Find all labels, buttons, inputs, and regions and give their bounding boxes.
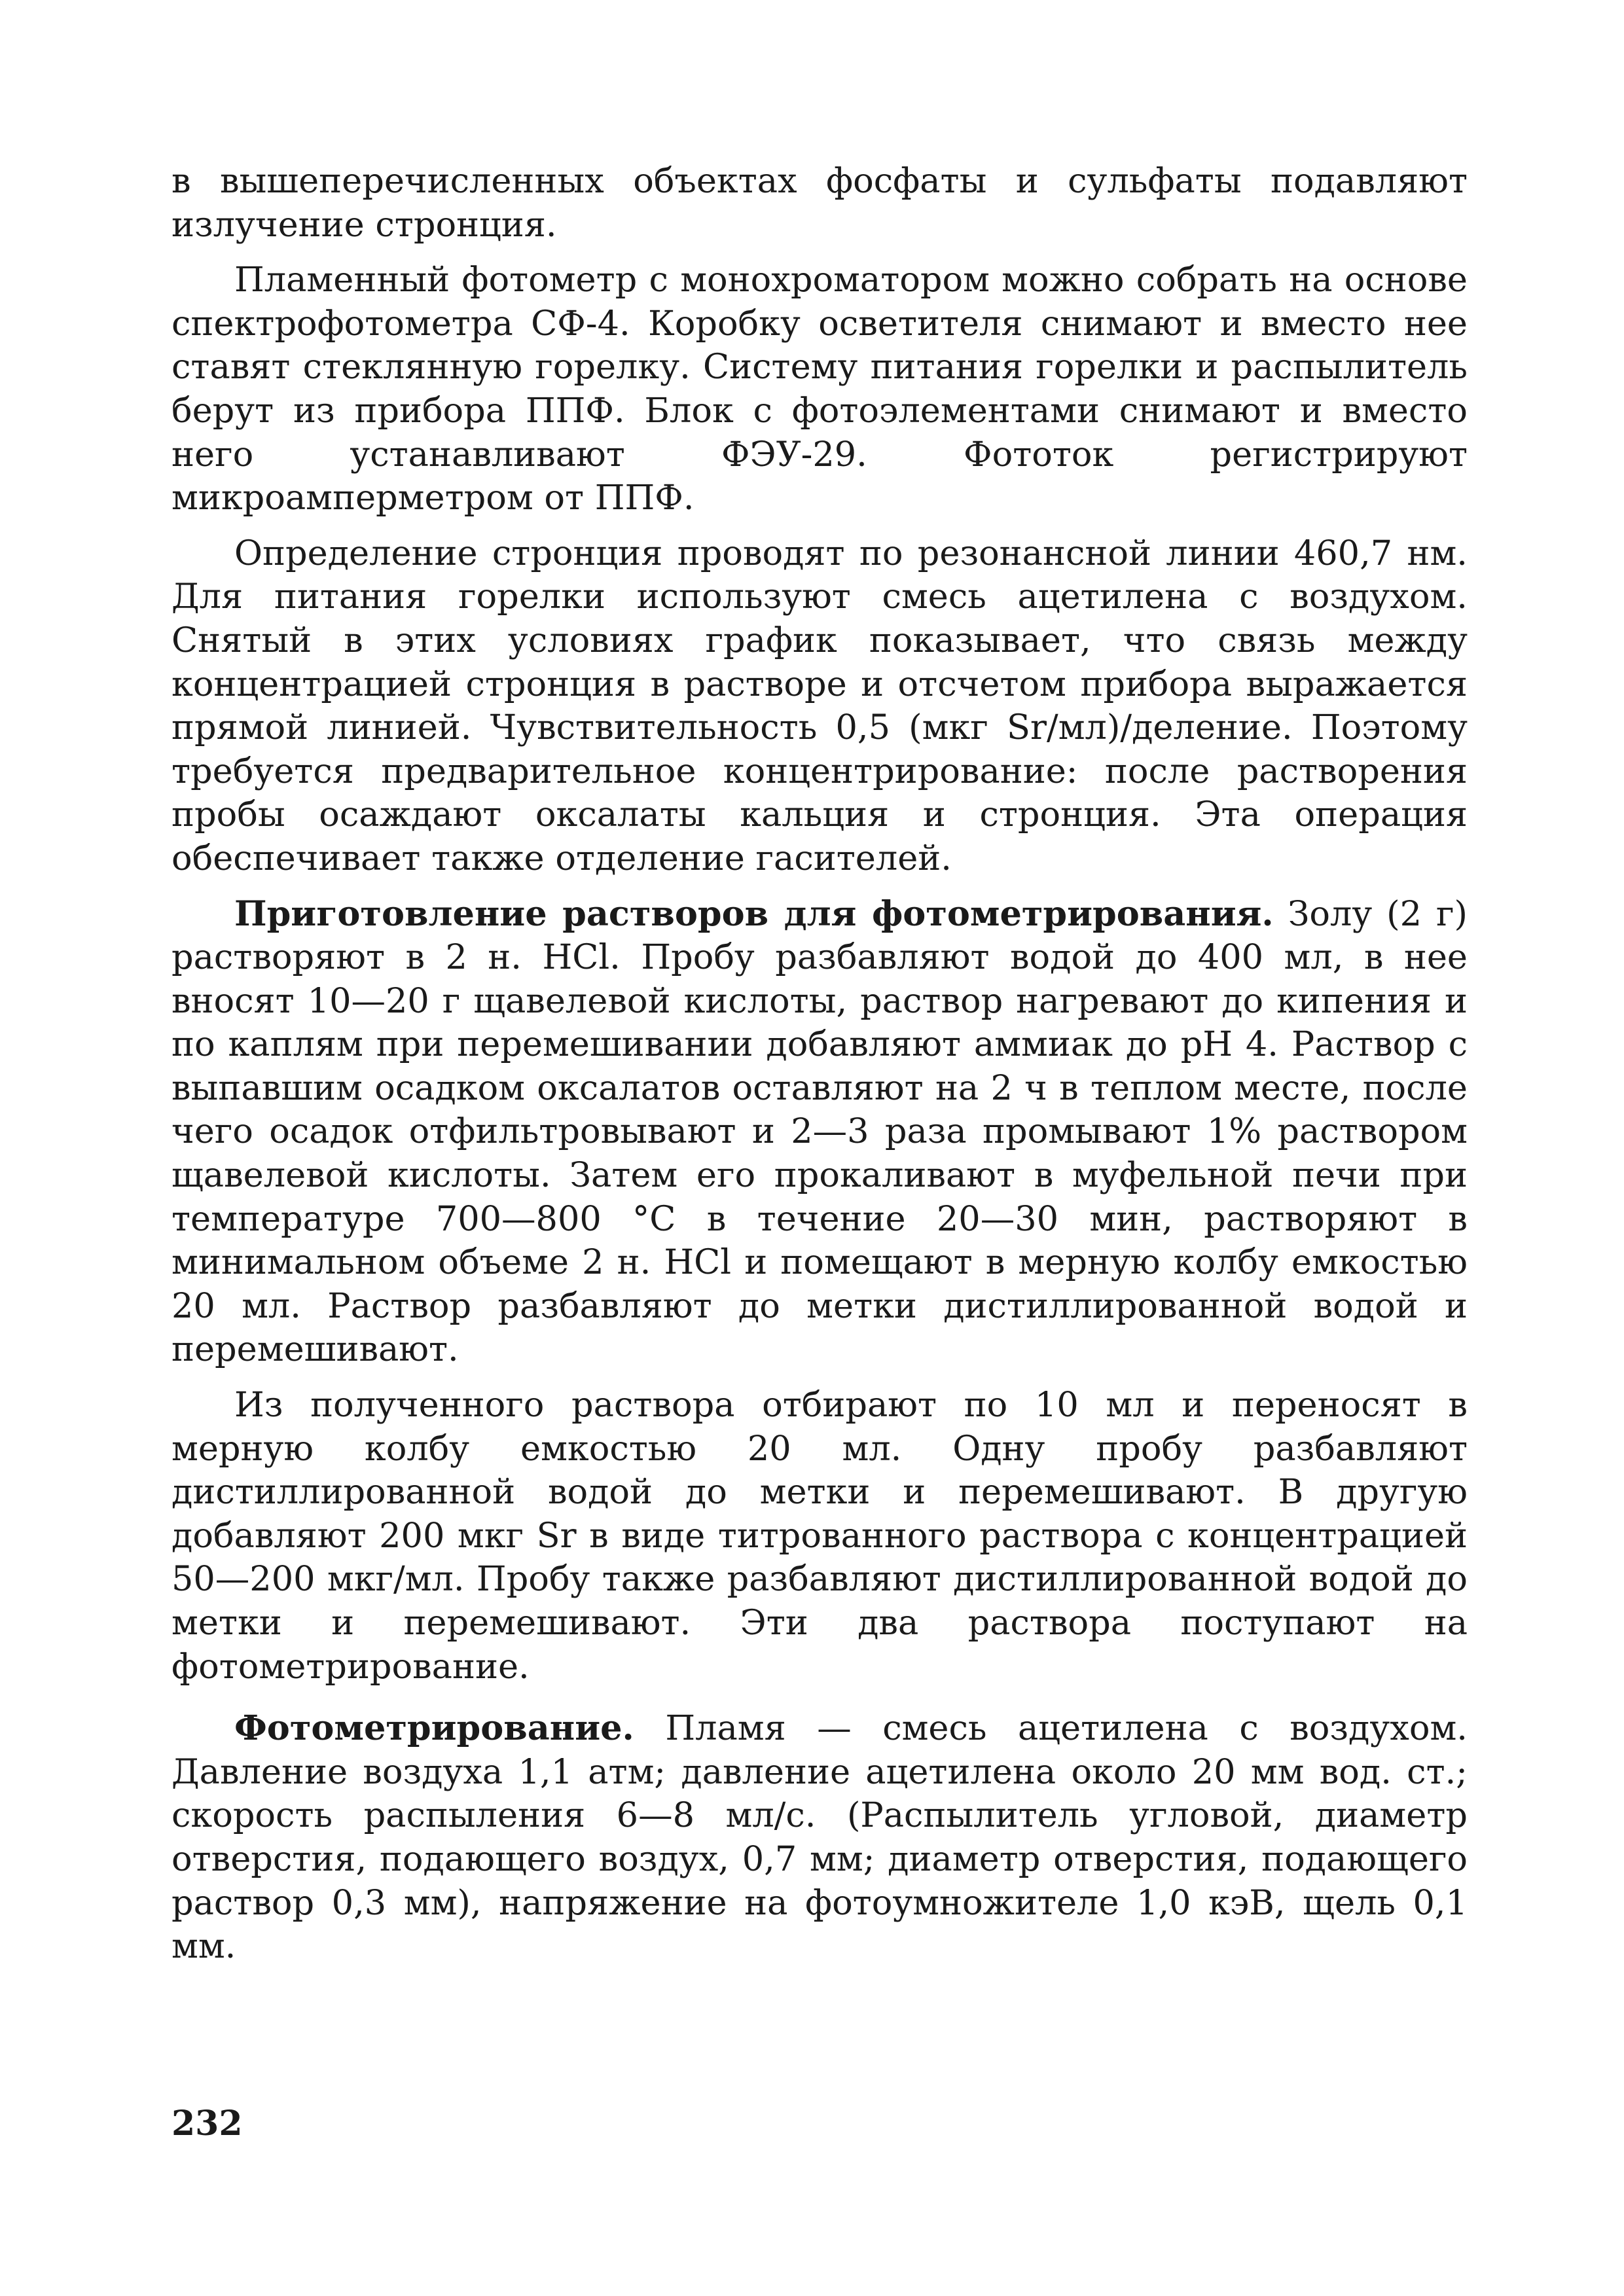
paragraph-strontium-determination — [171, 532, 1468, 881]
page-body-text — [171, 160, 1468, 1969]
paragraph-flame-photometer — [171, 259, 1468, 520]
paragraph-text: Определение стронция проводят по резонансной линии 460,7 нм. Для питания горелки используют смесь ацетилена с воздухом. Снятый в этих условиях график показывает, что связь между концентрацией стронция в растворе и отсчетом прибора выражается прямой линией. Чувствительность 0,5 (мкг Sr/мл)/деление. Поэтому требуется предварительное концентрирование: после растворения пробы осаждают оксалаты кальция и стронция. Эта операция обеспечивает также отделение гасителей. — [171, 533, 1468, 878]
page-number: 232 — [171, 2104, 243, 2144]
paragraph-text: Пламя — смесь ацетилена с воздухом. Давление воздуха 1,1 атм; давление ацетилена около 20 мм вод. ст.; скорость распыления 6—8 мл/с. (Распылитель угловой, диаметр отверстия, подающего воздух, 0,7 мм; диаметр отверстия, подающего раствор 0,3 мм), напряжение на фотоумножителе 1,0 кэВ, щель 0,1 мм. — [171, 1708, 1468, 1967]
paragraph-sample-dilution — [171, 1384, 1468, 1689]
paragraph-solution-preparation — [171, 893, 1468, 1372]
paragraph-text: Золу (2 г) растворяют в 2 н. HCl. Пробу разбавляют водой до 400 мл, в нее вносят 10—20 г щавелевой кислоты, раствор нагревают до кипения и по каплям при перемешивании добавляют аммиак до pH 4. Раствор с выпавшим осадком оксалатов оставляют на 2 ч в теплом месте, после чего осадок отфильтровывают и 2—3 раза промывают 1% раствором щавелевой кислоты. Затем его прокаливают в муфельной печи при температуре 700—800 °C в течение 20—30 мин, растворяют в минимальном объеме 2 н. HCl и помещают в мерную колбу емкостью 20 мл. Раствор разбавляют до метки дистиллированной водой и перемешивают. — [171, 893, 1468, 1370]
paragraph-text: Из полученного раствора отбирают по 10 мл и переносят в мерную колбу емкостью 20 мл. Одну пробу разбавляют дистиллированной водой до метки и перемешивают. В другую добавляют 200 мкг Sr в виде титрованного раствора с концентрацией 50—200 мкг/мл. Пробу также разбавляют дистиллированной водой до метки и перемешивают. Эти два раствора поступают на фотометрирование. — [171, 1385, 1468, 1687]
paragraph-text: Пламенный фотометр с монохроматором можно собрать на основе спектрофотометра СФ-4. Коробку осветителя снимают и вместо нее ставят стеклянную горелку. Систему питания горелки и распылитель берут из прибора ППФ. Блок с фотоэлементами снимают и вместо него устанавливают ФЭУ-29. Фототок регистрируют микроамперметром от ППФ. — [171, 260, 1468, 518]
section-heading: Приготовление растворов для фотометрирования. — [234, 893, 1274, 934]
paragraph-text: в вышеперечисленных объектах фосфаты и сульфаты подавляют излучение стронция. — [171, 161, 1468, 245]
paragraph-photometry — [171, 1707, 1468, 1969]
section-heading: Фотометрирование. — [234, 1708, 634, 1749]
paragraph-continuation — [171, 160, 1468, 247]
